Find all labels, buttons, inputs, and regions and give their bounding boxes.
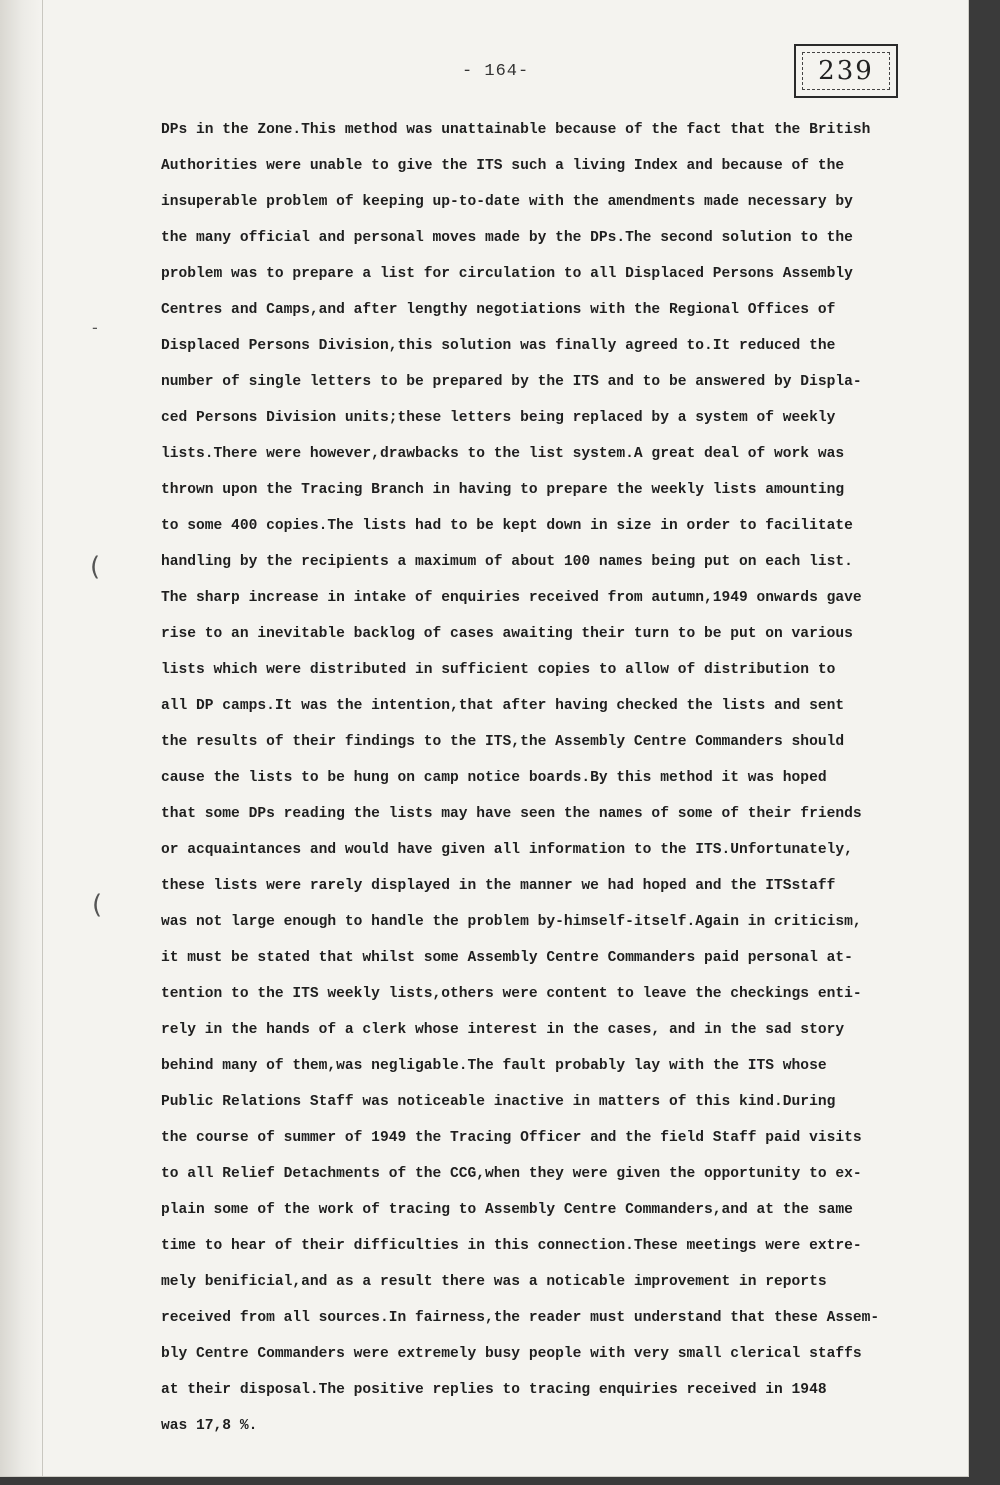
text-line: at their disposal.The positive replies to tracing enquiries received in 1948	[161, 1382, 827, 1398]
text-line: plain some of the work of tracing to Assembly Centre Commanders,and at the same	[161, 1202, 853, 1218]
text-line: received from all sources.In fairness,the reader must understand that these Assem-	[161, 1310, 880, 1326]
page-number: - 164-	[462, 62, 530, 81]
text-line: was not large enough to handle the problem by-himself-itself.Again in criticism,	[161, 914, 862, 930]
text-line: that some DPs reading the lists may have seen the names of some of their friends	[161, 806, 862, 822]
text-line: The sharp increase in intake of enquiries received from autumn,1949 onwards gave	[161, 590, 862, 606]
archive-stamp	[794, 44, 898, 98]
margin-bracket-mark: (	[92, 890, 103, 920]
archive-stamp-number: 239	[802, 52, 890, 90]
text-line: rely in the hands of a clerk whose interest in the cases, and in the sad story	[161, 1022, 845, 1038]
margin-dash-mark: -	[92, 318, 98, 337]
text-line: or acquaintances and would have given all information to the ITS.Unfortunately,	[161, 842, 853, 858]
text-line: time to hear of their difficulties in this connection.These meetings were extre-	[161, 1238, 862, 1254]
text-line: to some 400 copies.The lists had to be kept down in size in order to facilitate	[161, 518, 853, 534]
text-line: DPs in the Zone.This method was unattainable because of the fact that the British	[161, 122, 871, 138]
text-line: Public Relations Staff was noticeable inactive in matters of this kind.During	[161, 1094, 836, 1110]
text-line: the results of their findings to the ITS,the Assembly Centre Commanders should	[161, 734, 845, 750]
binding-edge	[0, 0, 43, 1476]
body-text	[161, 112, 921, 1444]
text-line: bly Centre Commanders were extremely busy people with very small clerical staffs	[161, 1346, 862, 1362]
text-line: insuperable problem of keeping up-to-date with the amendments made necessary by	[161, 194, 853, 210]
text-line: Displaced Persons Division,this solution was finally agreed to.It reduced the	[161, 338, 836, 354]
text-line: mely benificial,and as a result there was a noticable improvement in reports	[161, 1274, 827, 1290]
text-line: problem was to prepare a list for circulation to all Displaced Persons Assembly	[161, 266, 853, 282]
text-line: was 17,8 %.	[161, 1418, 258, 1434]
text-line: rise to an inevitable backlog of cases awaiting their turn to be put on various	[161, 626, 853, 642]
text-line: the many official and personal moves made by the DPs.The second solution to the	[161, 230, 853, 246]
text-line: these lists were rarely displayed in the manner we had hoped and the ITSstaff	[161, 878, 836, 894]
text-line: cause the lists to be hung on camp notice boards.By this method it was hoped	[161, 770, 827, 786]
text-line: handling by the recipients a maximum of about 100 names being put on each list.	[161, 554, 853, 570]
text-line: ced Persons Division units;these letters being replaced by a system of weekly	[161, 410, 836, 426]
text-line: the course of summer of 1949 the Tracing Officer and the field Staff paid visits	[161, 1130, 862, 1146]
text-line: it must be stated that whilst some Assembly Centre Commanders paid personal at-	[161, 950, 853, 966]
text-line: thrown upon the Tracing Branch in having to prepare the weekly lists amounting	[161, 482, 845, 498]
text-line: lists.There were however,drawbacks to the list system.A great deal of work was	[161, 446, 845, 462]
text-line: Centres and Camps,and after lengthy negotiations with the Regional Offices of	[161, 302, 836, 318]
text-line: tention to the ITS weekly lists,others were content to leave the checkings enti-	[161, 986, 862, 1002]
text-line: all DP camps.It was the intention,that after having checked the lists and sent	[161, 698, 845, 714]
text-line: behind many of them,was negligable.The fault probably lay with the ITS whose	[161, 1058, 827, 1074]
text-line: lists which were distributed in sufficient copies to allow of distribution to	[161, 662, 836, 678]
text-line: to all Relief Detachments of the CCG,when they were given the opportunity to ex-	[161, 1166, 862, 1182]
text-line: number of single letters to be prepared by the ITS and to be answered by Displa-	[161, 374, 862, 390]
text-line: Authorities were unable to give the ITS such a living Index and because of the	[161, 158, 845, 174]
margin-bracket-mark: (	[90, 552, 101, 582]
